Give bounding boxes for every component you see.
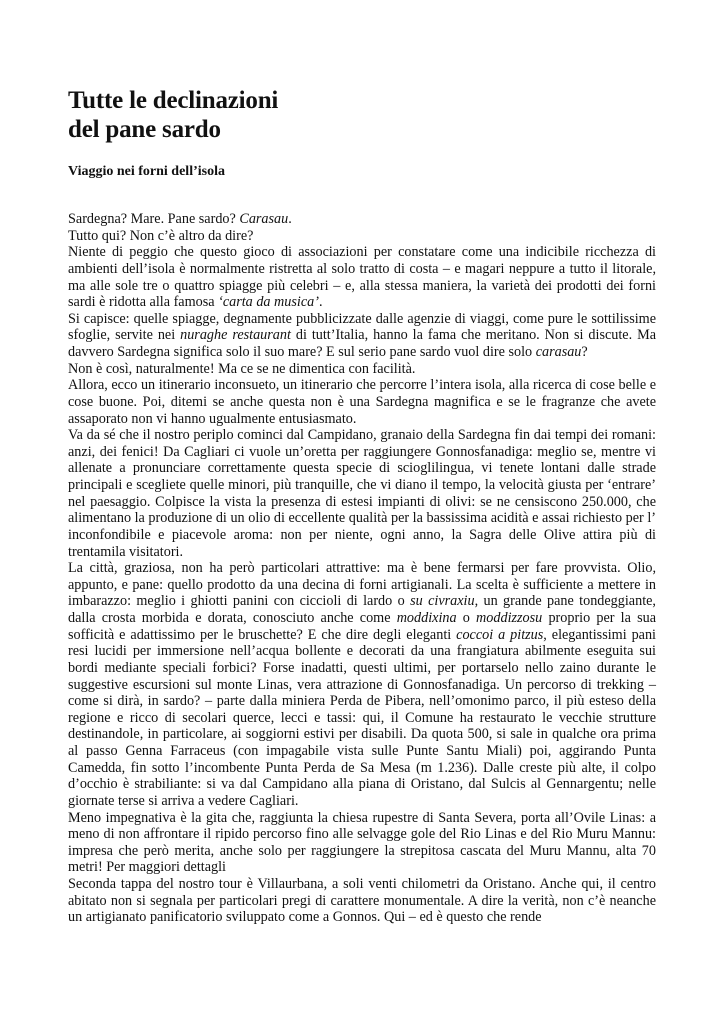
italic-term: nuraghe restaurant <box>180 327 291 344</box>
body-paragraph <box>68 560 656 809</box>
body-paragraph <box>68 244 656 311</box>
body-paragraph <box>68 311 656 361</box>
paragraph-text: ? <box>581 344 588 360</box>
paragraph-text: . <box>288 211 292 227</box>
title-line-1: Tutte le declinazioni <box>68 87 279 114</box>
body-paragraph <box>68 810 656 877</box>
article-body <box>68 211 656 926</box>
paragraph-text: di tutt’Italia, hanno la fama che meritano. Non si discute. Ma davvero Sardegna significa solo il suo mare? E sul serio pane sardo vuol dire solo <box>68 327 656 360</box>
body-paragraph <box>68 377 656 427</box>
paragraph-text: , un grande pane tondeggiante, dalla crosta morbida e dorata, conosciuto anche come <box>68 593 656 626</box>
italic-term: su civraxiu <box>410 593 475 610</box>
paragraph-text: . <box>318 294 323 311</box>
body-paragraph <box>68 361 656 378</box>
body-paragraph <box>68 228 656 245</box>
paragraph-text: Va da sé che il nostro periplo cominci dal Campidano, granaio della Sardegna fin dai tempi dei romani: anzi, dei fenici! Da Cagliari ci vuole un’oretta per raggiungere Gonnosfanadiga: meglio se, mentre vi allenate a pronunciare correttamente questa specie di scioglilingua, vi tenete lontani dalle strade principali e scegliete quelle minori, più tranquille, che vi diano il tempo, la velocità giusta per ‘entrare’ nel paesaggio. Colpisce la vista la presenza di estesi impianti di olivi: se ne censiscono 250.000, che alimentano la produzione di un olio di eccellente qualità per la bassissima acidità e assai richiesto per l’ inconfondibile e piacevole aroma: non per niente, ogni anno, la Sagra delle Olive attira più di trentamila visitatori. <box>68 427 656 560</box>
italic-term: carasau <box>535 344 582 360</box>
body-paragraph <box>68 876 656 926</box>
italic-term: Carasau <box>239 211 289 227</box>
italic-term: moddizzosu <box>476 610 543 626</box>
body-paragraph <box>68 211 656 228</box>
paragraph-text: , elegantissimi pani resi lucidi per immersione nell’acqua bollente e decorati da una frangiatura abilmente eseguita sui bordi mediante speciali forbici? Forse inadatti, questi ultimi, per portarselo nello zaino durante le suggestive escursioni sul monte Linas, vera attrazione di Gonnosfanadiga. Un percorso di trekking – come si dirà, in sardo? – parte dalla miniera Perda de Pibera, nell’omonimo parco, il più esteso della regione e ricco di secolari querce, lecci e tassi: qui, il Comune ha restaurato le vecchie strutture destinandole, in particolare, ai soggiorni estivi per disabili. Da quota 500, si sale in qualche ora prima al passo Genna Farraceus (con impagabile vista sulle Punte Santu Miali) poi, aggirando Punta Camedda, fin sotto l’incombente Punta Perda de Sa Mesa (m 1.236). Dalle creste più alte, il colpo d’occhio è strabiliante: si va dal Campidano alla piana di Oristano, dal Sulcis al Gennargentu; nelle giornate terse si arriva a vedere Cagliari. <box>68 626 657 809</box>
paragraph-text: Seconda tappa del nostro tour è Villaurbana, a soli venti chilometri da Oristano. Anche qui, il centro abitato non si segnala per particolari pregi di carattere monumentale. A dire la verità, non c’è neanche un artigianato panificatorio sviluppato come a Gonnos. Qui – ed è questo che rende <box>68 876 656 926</box>
paragraph-text: Niente di peggio che questo gioco di associazioni per constatare come una indicibile ricchezza di ambienti dell’isola è normalmente ristretta al solo tratto di costa – e magari neppure a tutto il litorale, ma alle sole tre o quattro spiagge più celebri – e, alla stessa maniera, la varietà dei prodotti dei forni sardi è ridotta alla famosa <box>68 244 656 311</box>
paragraph-text: La città, graziosa, non ha però particolari attrattive: ma è bene fermarsi per fare provvista. Olio, appunto, e pane: quello prodotto da una decina di forni artigianali. La scelta è sufficiente a mettere in imbarazzo: meglio i ghiotti panini con ciccioli di lardo o <box>68 560 656 610</box>
title-line-2: del pane sardo <box>68 116 221 143</box>
paragraph-text: Allora, ecco un itinerario inconsueto, un itinerario che percorre l’intera isola, alla ricerca di cose belle e cose buone. Poi, ditemi se anche questa non è una Sardegna magnifica e se le fragranze che avete assaporato non vi hanno ugualmente entusiasmato. <box>68 377 656 427</box>
article-subtitle: Viaggio nei forni dell’isola <box>68 164 225 179</box>
italic-term: moddixina <box>396 610 457 626</box>
paragraph-text: Si capisce: quelle spiagge, degnamente pubblicizzate dalle agenzie di viaggi, come pure le sottilissime sfoglie, servite nei <box>68 310 656 344</box>
paragraph-text: Meno impegnativa è la gita che, raggiunta la chiesa rupestre di Santa Severa, porta all’Ovile Linas: a meno di non affrontare il ripido percorso fino alle selvagge gole del Rio Linas e del Rio Muru Mannu: impresa che però merita, anche solo per raggiungere la strepitosa cascata del Muru Mannu, alta 70 metri! Per maggiori dettagli <box>68 809 656 876</box>
italic-term: coccoi a pitzus <box>456 626 544 643</box>
italic-term: ‘carta da musica’ <box>218 294 319 311</box>
paragraph-text: Non è così, naturalmente! Ma ce se ne dimentica con facilità. <box>68 360 416 377</box>
paragraph-text: o <box>456 610 477 626</box>
paragraph-text: proprio per la sua sofficità e adattissimo per le bruschette? E che dire degli eleganti <box>68 610 657 643</box>
body-paragraph <box>68 427 656 560</box>
paragraph-text: Tutto qui? Non c’è altro da dire? <box>68 227 254 244</box>
paragraph-text: Sardegna? Mare. Pane sardo? <box>68 211 240 227</box>
article-title <box>68 86 278 144</box>
